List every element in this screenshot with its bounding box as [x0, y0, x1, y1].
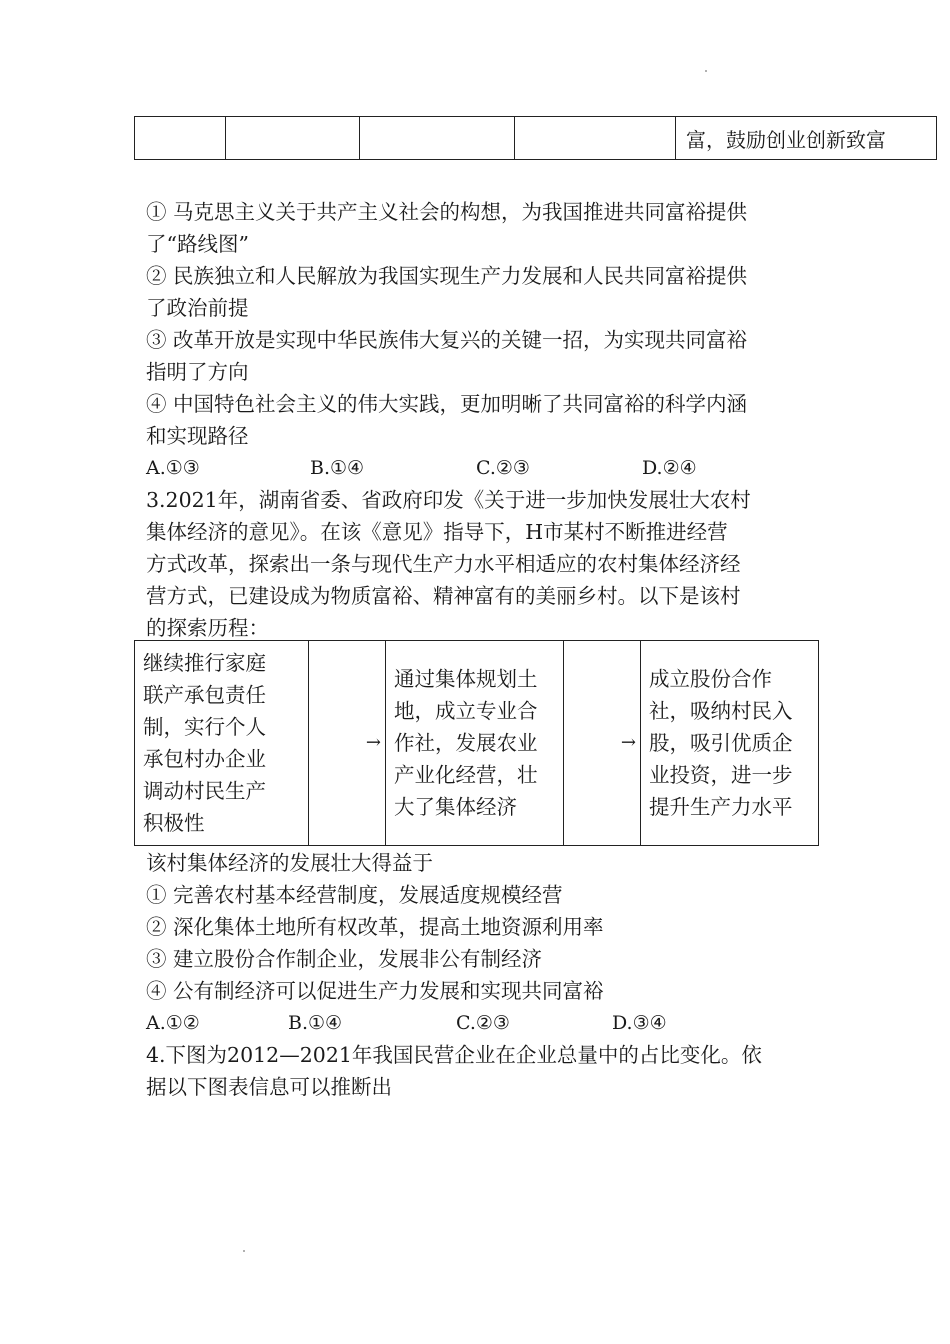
q4-stem [146, 1039, 818, 1103]
answer-options [146, 452, 818, 484]
stem-line: 据以下图表信息可以推断出 [146, 1075, 392, 1099]
cell-line: 承包村办企业 [143, 747, 266, 771]
stem-line: 方式改革，探索出一条与现代生产力水平相适应的农村集体经济经 [146, 552, 741, 576]
table-row [135, 117, 937, 160]
stage-1-cell [135, 641, 309, 846]
stem-line: 的探索历程： [146, 616, 269, 640]
cell-line: 成立股份合作 [649, 667, 772, 691]
cell-line: 制，实行个人 [143, 715, 266, 739]
q3-question [146, 847, 818, 1039]
statement-line: ① 马克思主义关于共产主义社会的构想，为我国推进共同富裕提供 [146, 200, 748, 224]
statement-line: ② 民族独立和人民解放为我国实现生产力发展和人民共同富裕提供 [146, 264, 748, 288]
statement-line: 指明了方向 [146, 360, 249, 384]
statement-line: ③ 改革开放是实现中华民族伟大复兴的关键一招，为实现共同富裕 [146, 328, 748, 352]
option-b: B.①④ [310, 457, 365, 479]
cell-line: 调动村民生产 [143, 779, 266, 803]
statement-line: ③ 建立股份合作制企业，发展非公有制经济 [146, 947, 543, 971]
cell-line: 联产承包责任 [143, 683, 266, 707]
cell-line: 大了集体经济 [394, 795, 517, 819]
statement-line: 和实现路径 [146, 424, 249, 448]
cell-line: 提升生产力水平 [649, 795, 793, 819]
cell-line: 社，吸纳村民入 [649, 699, 793, 723]
statement-line: 了政治前提 [146, 296, 249, 320]
stem-line: 3.2021年，湖南省委、省政府印发《关于进一步加快发展壮大农村 [146, 488, 751, 512]
statement-line: ④ 公有制经济可以促进生产力发展和实现共同富裕 [146, 979, 604, 1003]
stem-line: 集体经济的意见》。在该《意见》指导下，H市某村不断推进经营 [146, 520, 728, 544]
process-table [134, 640, 819, 846]
cell-line: 业投资，进一步 [649, 763, 793, 787]
scan-speck [243, 1250, 245, 1252]
q2-statements [146, 196, 818, 484]
option-d: D.③④ [612, 1012, 667, 1034]
arrow-cell: → [309, 641, 386, 846]
statement-line: ① 完善农村基本经营制度，发展适度规模经营 [146, 883, 563, 907]
table-cell [360, 117, 515, 160]
stem-line: 4.下图为2012—2021年我国民营企业在企业总量中的占比变化。依 [146, 1043, 762, 1067]
cell-line: 继续推行家庭 [143, 651, 266, 675]
table-cell [135, 117, 226, 160]
cell-line: 通过集体规划土 [394, 667, 538, 691]
statement-line: 了“路线图” [146, 232, 249, 256]
option-d: D.②④ [642, 457, 697, 479]
table-cell [515, 117, 676, 160]
option-b: B.①④ [288, 1012, 343, 1034]
cell-line: 产业化经营，壮 [394, 763, 538, 787]
stage-3-cell [641, 641, 819, 846]
cell-line: 股，吸引优质企 [649, 731, 793, 755]
option-c: C.②③ [456, 1012, 510, 1034]
q3-stem [146, 484, 818, 644]
cell-line: 积极性 [143, 811, 205, 835]
table-row [135, 641, 819, 846]
statement-line: ④ 中国特色社会主义的伟大实践，更加明晰了共同富裕的科学内涵 [146, 392, 748, 416]
table-cell [226, 117, 360, 160]
option-c: C.②③ [476, 457, 530, 479]
statement-line: ② 深化集体土地所有权改革，提高土地资源利用率 [146, 915, 604, 939]
arrow-cell: → [564, 641, 641, 846]
table-cell: 富，鼓励创业创新致富 [676, 117, 937, 160]
answer-options [146, 1007, 818, 1039]
question-line: 该村集体经济的发展壮大得益于 [146, 851, 433, 875]
scan-speck [705, 70, 707, 72]
stem-line: 营方式，已建设成为物质富裕、精神富有的美丽乡村。以下是该村 [146, 584, 741, 608]
cell-line: 地，成立专业合 [394, 699, 538, 723]
cell-line: 作社，发展农业 [394, 731, 538, 755]
stage-2-cell [386, 641, 564, 846]
continued-table [134, 116, 937, 160]
option-a: A.①③ [146, 457, 200, 479]
option-a: A.①② [146, 1012, 200, 1034]
